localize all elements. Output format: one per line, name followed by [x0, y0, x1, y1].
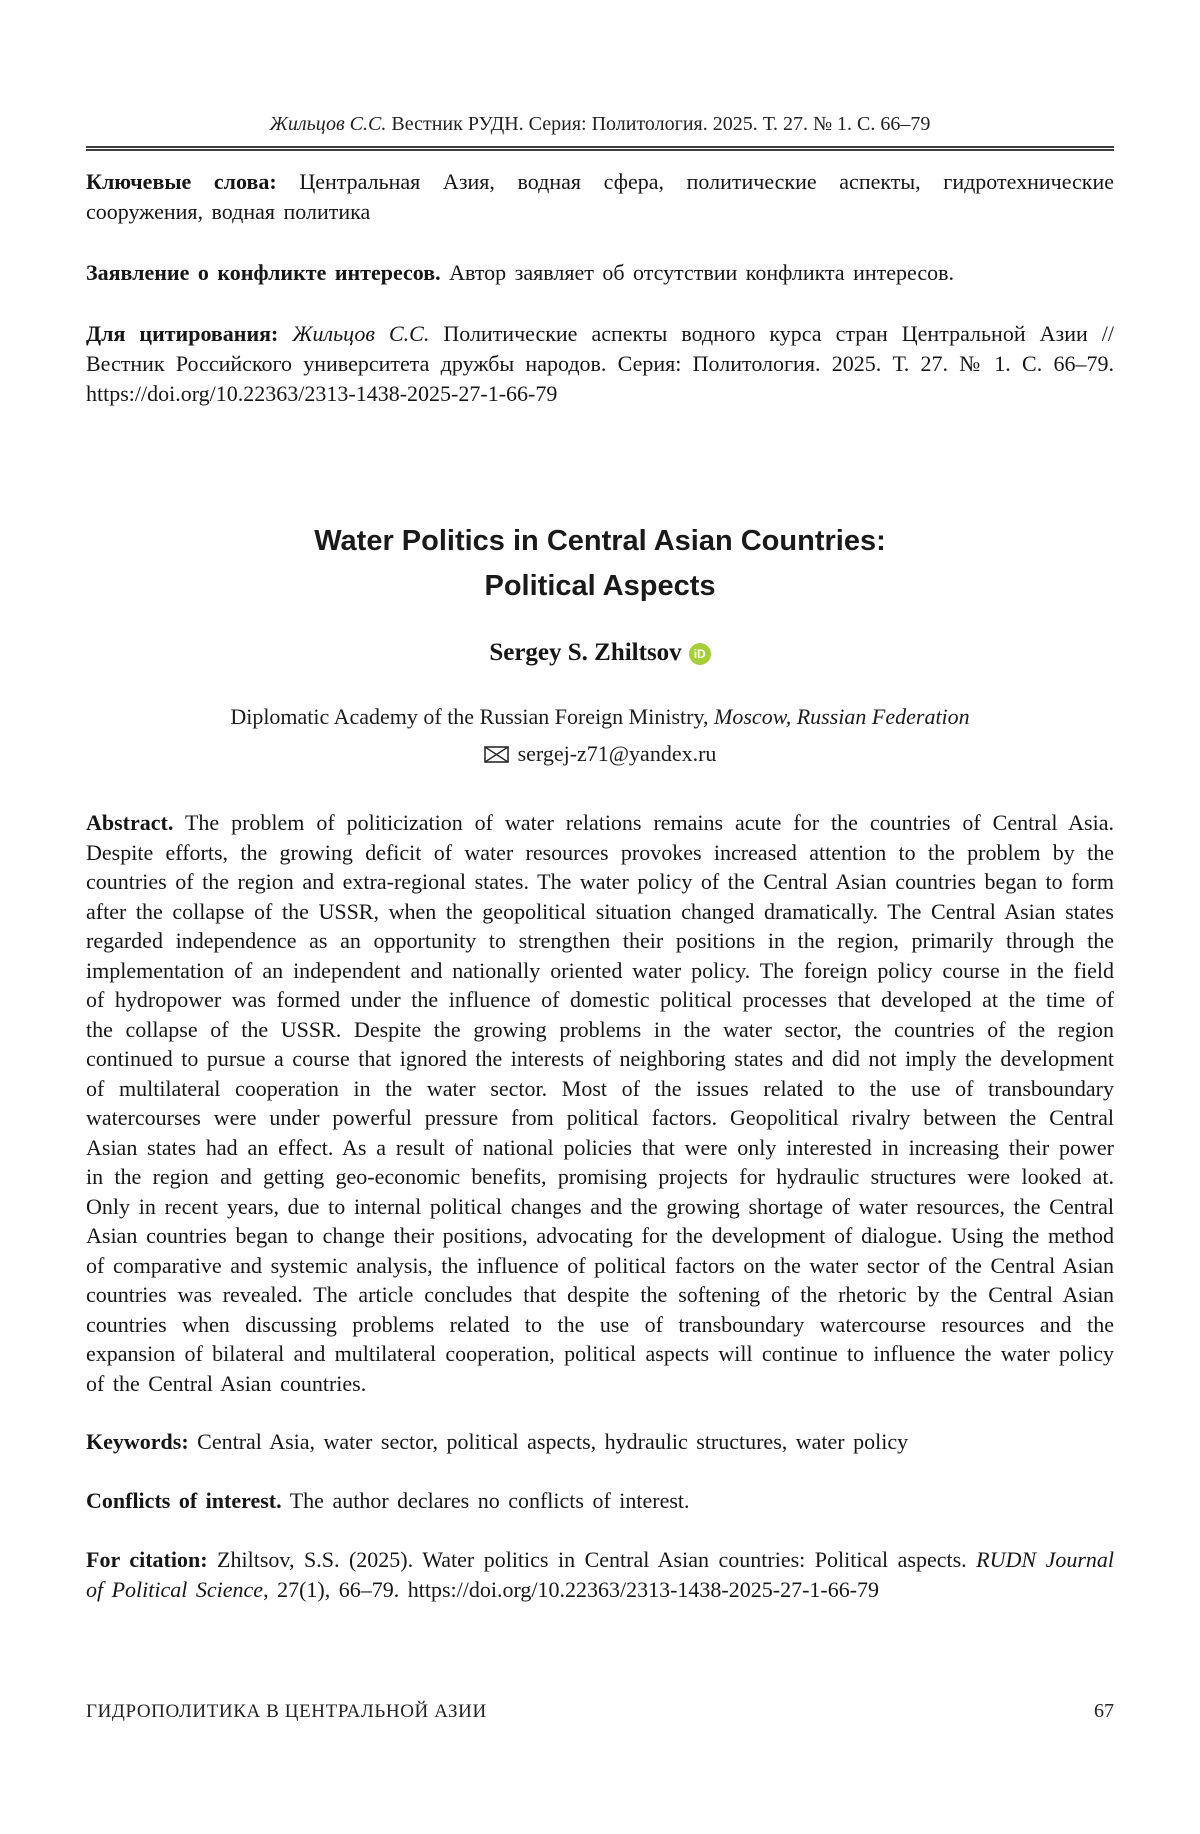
conflict-ru-paragraph: [86, 258, 1114, 288]
citation-en-text-1: Zhiltsov, S.S. (2025). Water politics in Central Asian countries: Political aspects.: [217, 1547, 967, 1572]
author-line: [86, 639, 1114, 667]
citation-ru-text: Политические аспекты водного курса стран Центральной Азии // Вестник Российского университета дружбы народов. Серия: Политология. 2025. Т. 27. № 1. С. 66–79. https://doi.org/10.22363/2313-1438-2025-27-1-66-79: [86, 321, 1114, 406]
abstract-label: Abstract.: [86, 810, 174, 835]
keywords-ru-text: Центральная Азия, водная сфера, политические аспекты, гидротехнические сооружения, водная политика: [86, 169, 1115, 224]
running-head-text: Вестник РУДН. Серия: Политология. 2025. Т. 27. № 1. С. 66–79: [391, 113, 931, 135]
article-title: [86, 519, 1114, 609]
keywords-en-text: Central Asia, water sector, political aspects, hydraulic structures, water policy: [197, 1429, 909, 1454]
abstract-paragraph: [86, 808, 1114, 1398]
conflict-en-label: Conflicts of interest.: [86, 1488, 282, 1513]
header-rule: [86, 146, 1114, 151]
conflict-en-text: The author declares no conflicts of interest.: [289, 1488, 690, 1513]
affiliation-location: Moscow, Russian Federation: [714, 704, 970, 729]
running-head: [86, 0, 1114, 136]
citation-ru-label: Для цитирования:: [86, 321, 279, 346]
author-email: sergej-z71@yandex.ru: [517, 741, 717, 766]
citation-en-label: For citation:: [86, 1547, 208, 1572]
orcid-icon[interactable]: iD: [689, 643, 711, 665]
page-number: 67: [1094, 1700, 1114, 1722]
conflict-ru-label: Заявление о конфликте интересов.: [86, 260, 441, 285]
email-line: [86, 740, 1114, 768]
keywords-en-paragraph: [86, 1427, 1114, 1457]
citation-ru-paragraph: [86, 319, 1114, 409]
envelope-icon: [484, 746, 509, 763]
citation-en-text-2: , 27(1), 66–79. https://doi.org/10.22363/2313-1438-2025-27-1-66-79: [263, 1577, 880, 1602]
keywords-ru-paragraph: [86, 167, 1114, 227]
affiliation-line: [86, 703, 1114, 731]
citation-en-journal: RUDN Journal of Political Science: [86, 1547, 1115, 1602]
article-title-line-2: Political Aspects: [484, 570, 716, 602]
affiliation-text: Diplomatic Academy of the Russian Foreign Ministry,: [230, 704, 709, 729]
running-head-author: Жильцов С.С.: [269, 113, 387, 135]
article-title-line-1: Water Politics in Central Asian Countries:: [314, 525, 886, 557]
keywords-ru-label: Ключевые слова:: [86, 169, 277, 194]
citation-ru-author: Жильцов С.С.: [292, 321, 430, 346]
citation-en-paragraph: [86, 1545, 1114, 1605]
page-footer: [86, 1700, 1114, 1723]
keywords-en-label: Keywords:: [86, 1429, 189, 1454]
footer-section-title: ГИДРОПОЛИТИКА В ЦЕНТРАЛЬНОЙ АЗИИ: [86, 1701, 487, 1722]
conflict-en-paragraph: [86, 1486, 1114, 1516]
abstract-text: The problem of politicization of water relations remains acute for the countries of Central Asia. Despite efforts, the growing deficit of water resources provokes increased attention to the problem by the countries of the region and extra-regional states. The water policy of the Central Asian countries began to form after the collapse of the USSR, when the geopolitical situation changed dramatically. The Central Asian states regarded independence as an opportunity to strengthen their positions in the region, primarily through the implementation of an independent and nationally oriented water policy. The foreign policy course in the field of hydropower was formed under the influence of domestic political processes that developed at the time of the collapse of the USSR. Despite the growing problems in the water sector, the countries of the region continued to pursue a course that ignored the interests of neighboring states and did not imply the development of multilateral cooperation in the water sector. Most of the issues related to the use of transboundary watercourses were under powerful pressure from political factors. Geopolitical rivalry between the Central Asian states had an effect. As a result of national policies that were only interested in increasing their power in the region and getting geo-economic benefits, promising projects for hydraulic structures were looked at. Only in recent years, due to internal political changes and the growing shortage of water resources, the Central Asian countries began to change their positions, advocating for the development of dialogue. Using the method of comparative and systemic analysis, the influence of political factors on the water sector of the Central Asian countries was revealed. The article concludes that despite the softening of the rhetoric by the Central Asian countries when discussing problems related to the use of transboundary watercourse resources and the expansion of bilateral and multilateral cooperation, political aspects will continue to influence the water policy of the Central Asian countries.: [86, 810, 1114, 1396]
conflict-ru-text: Автор заявляет об отсутствии конфликта интересов.: [449, 260, 955, 285]
author-name: Sergey S. Zhiltsov: [489, 639, 682, 666]
